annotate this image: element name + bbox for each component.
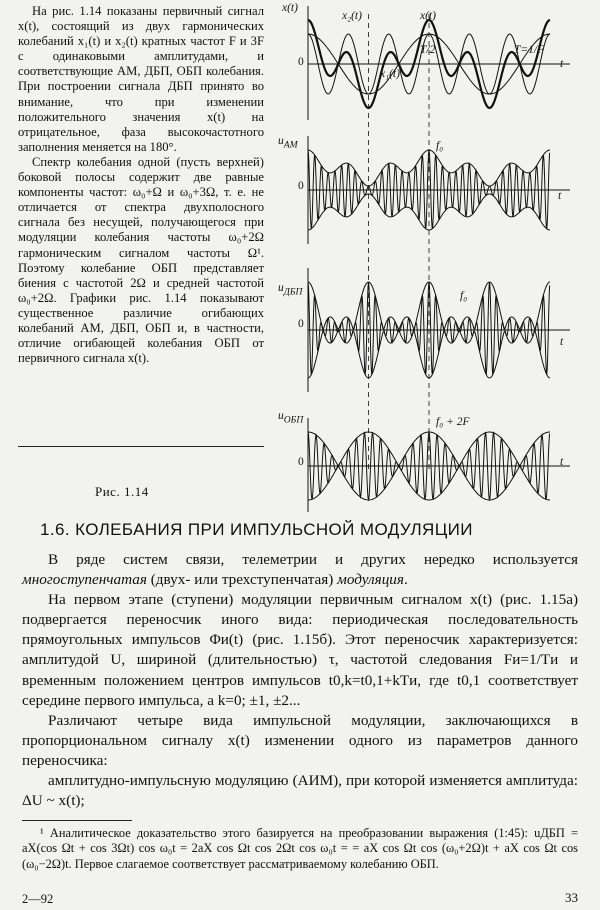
left-text-column bbox=[18, 4, 264, 366]
figure-1-14 bbox=[270, 0, 600, 512]
label-u-am: $u_{АМ}$ bbox=[278, 135, 298, 151]
column-rule bbox=[18, 446, 264, 447]
page-number: 33 bbox=[565, 890, 578, 905]
body-paragraph-1: В ряде систем связи, телеметрии и других нередко используется многоступенчатая (двух- или трехступенчатая) модуляция. bbox=[22, 551, 578, 589]
label-zero-2: 0 bbox=[298, 180, 304, 192]
left-paragraph-2: Спектр колебания одной (пусть верхней) боковой полосы содержит две равные компоненты частот: ω₀+Ω и ω₀+3Ω, т. е. не отличается от спектра двухполосного сигнала без несущей, получающегося при модуляции колебания частоты ω₀+2Ω гармоническим сигналом частоты Ω¹. Поэтому колебание ОБП представляет биения с частотой 2Ω и средней частотой ω₀+2Ω. Графики рис. 1.14 показывают существенное различие огибающих колебаний АМ, ДБП, ОБП и, в частности, отличие огибающей колебания ОБП от первичного сигнала x(t). bbox=[18, 154, 264, 366]
label-t-3: t bbox=[560, 336, 564, 348]
label-zero-4: 0 bbox=[298, 456, 304, 468]
label-half-period: T/2 bbox=[420, 44, 436, 56]
label-f0-dbp: f₀ bbox=[460, 290, 468, 302]
label-u-dbp: $u_{ДБП}$ bbox=[278, 282, 303, 298]
body-paragraph-2: На первом этапе (ступени) модуляции первичным сигналом x(t) (рис. 1.15а) подвергается переносчик иного вида: периодическая последовательность прямоугольных импульсов Φи(t) (рис. 1.15б). Этот переносчик характеризуется: амплитудой U, шириной (длительностью) τ, частотой следования Fи=1/Tи и временным положением центров импульсов t0,k=t0,1+kTи, где t0,1 соответствует середине первого импульса, а k=0; ±1, ±2... bbox=[22, 591, 578, 709]
label-period: T=1/F bbox=[514, 44, 545, 56]
body-paragraph-4: амплитудно-импульсную модуляцию (АИМ), при которой изменяется амплитуда: ΔU ~ x(t); bbox=[22, 772, 578, 810]
signal-plots bbox=[270, 0, 600, 512]
footnote-text: ¹ Аналитическое доказательство этого базируется на преобразовании выражения (1:45): uДБП = aX(cos Ωt + cos 3Ωt) cos ω₀t = 2aX cos Ωt cos 2Ωt cos ω₀t = = aX cos Ωt cos (ω₀+2Ω)t + aX cos Ωt cos (ω₀−2Ω)t. Первое слагаемое соответствует рассматриваемому колебанию ОБП. bbox=[22, 826, 578, 871]
label-u-obp: $u_{ОБП}$ bbox=[278, 410, 304, 426]
label-t-2: t bbox=[558, 190, 562, 202]
left-paragraph-1: На рис. 1.14 показаны первичный сигнал x(t), состоящий из двух гармонических колебаний x₁(t) и x₂(t) кратных частот F и 3F с одинаковыми амплитудами, и соответствующие АМ, ДБП, ОБП колебания. При построении сигнала ДБП принято во внимание, что при изменении положительного значения x(t) на отрицательное, фаза высокочастотного заполнения меняется на 180°. bbox=[18, 4, 264, 154]
label-u-obp-sub: ОБП bbox=[283, 414, 304, 426]
label-f0-obp: f₀ + 2F bbox=[436, 416, 470, 428]
footnote-rule bbox=[22, 820, 132, 821]
figure-caption: Рис. 1.14 bbox=[95, 484, 149, 499]
label-t-4: t bbox=[560, 456, 564, 468]
label-zero-3: 0 bbox=[298, 318, 304, 330]
body-emphasis-2: модуляция bbox=[337, 571, 404, 589]
body-paragraph-3: Различают четыре вида импульсной модуляции, заключающихся в пропорциональном сигналу x(t) изменении одного из параметров данного переносчика: bbox=[22, 711, 578, 769]
label-x-total: x(t) bbox=[420, 10, 436, 22]
label-x2: x₂(t) bbox=[342, 10, 362, 22]
main-text bbox=[22, 550, 578, 811]
label-x-axis: x(t) bbox=[282, 2, 298, 14]
printer-signature: 2—92 bbox=[22, 892, 54, 906]
label-u-dbp-sub: ДБП bbox=[283, 286, 303, 298]
label-t-1: t bbox=[560, 58, 564, 70]
label-f0-am: f₀ bbox=[436, 140, 444, 152]
label-u-am-sub: АМ bbox=[283, 139, 298, 151]
obp-envelope-lower bbox=[308, 466, 550, 500]
section-title: 1.6. КОЛЕБАНИЯ ПРИ ИМПУЛЬСНОЙ МОДУЛЯЦИИ bbox=[40, 520, 473, 539]
footnote bbox=[22, 826, 578, 872]
label-x1: x₁(t) bbox=[380, 68, 400, 80]
body-emphasis-1: многоступенчатая bbox=[22, 571, 147, 589]
label-zero-1: 0 bbox=[298, 56, 304, 68]
